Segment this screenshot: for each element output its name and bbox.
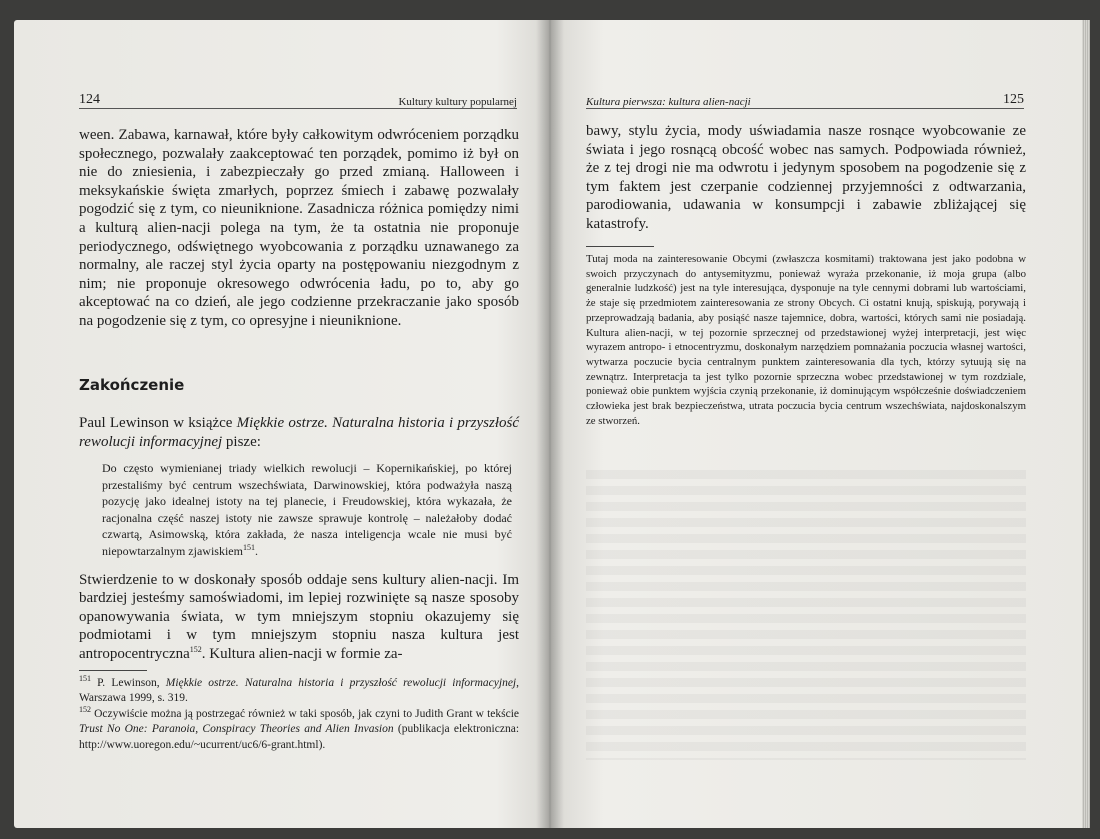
left-page [14, 20, 546, 828]
conclusion-text-end: . Kultura alien-nacji w formie za- [201, 645, 403, 662]
conclusion-text: Stwierdzenie to w doskonały sposób oddaje sens kultury alien-nacji. Im bardziej jesteśmy samoświadomi, im lepiej rozwinięte są nasze sposoby opanowywania świata, w tym mniejszym stopniu okazujemy się podmiotami i w tym mniejszym stopniu nasza kultura jest antropocentryczna [79, 572, 519, 662]
right-running-header [586, 88, 1024, 109]
lead-text: Paul Lewinson w książce [79, 415, 237, 431]
block-quote: Do często wymienianej triady wielkich rewolucji – Kopernikańskiej, po której przestaliśmy być centrum wszechświata, Darwinowskiej, która podważyła naszą pozycję jako idealnej istoty na tej planecie, i Freudowskiej, która wykazała, że racjonalna część naszej istoty nie zawsze sprawuje kontrolę – należałoby dodać czwartą, Asimowską, która zakłada, że nasza inteligencja wcale nie musi być niepowtarzalnym zjawiskiem$^{151}$. [102, 461, 512, 558]
footnote-rule [79, 670, 147, 671]
lead-text-end: pisze: [222, 433, 261, 450]
footnotes [79, 676, 519, 753]
page-edges [1082, 20, 1090, 828]
body-paragraph: ween. Zabawa, karnawał, które były całkowitym odwróceniem porządku społecznego, pozwalały zaakceptować ten porządek, pomimo iż był on nie do zniesienia, i zabezpieczały go przed zmianą. Halloween i meksykańskie święta zmarłych, poprzez śmiech i zabawę pozwalały pogodzić się z tym, co nieuniknione. Zasadnicza różnica pomiędzy nimi a kulturą alien-nacji polega na tym, że ta ostatnia nie proponuje periodycznego, odświętnego wyobcowania z porządku uznawanego za normalny, ale raczej styl życia oparty na postępowaniu niezgodnym z nim; nie proponuje okresowego odwrócenia ładu, po to, aby go akceptować na co dzień, ale jego codzienne przekraczanie jako sposób na pogodzenie się z tym, co opresyjne i nieuniknione. [79, 127, 519, 329]
footnote-152: $^{152}$ Oczywiście można ją postrzegać również w taki sposób, jak czyni to Judith Grant w tekście Trust No One: Paranoia, Conspiracy Theories and Alien Invasion (publikacja elektroniczna: http://www.uoregon.edu/~ucurrent/uc6/6-grant.html). [79, 704, 520, 751]
footnote-ref-152: 152 [189, 644, 202, 654]
running-title: Kultura pierwsza: kultura alien-nacji [586, 96, 751, 108]
footnote-rule [586, 246, 654, 247]
lead-paragraph [79, 414, 519, 451]
page-number: 124 [79, 92, 100, 107]
page-number: 125 [1003, 92, 1024, 107]
footnote: Tutaj moda na zainteresowanie Obcymi (zwłaszcza kosmitami) traktowana jest jako podobna w swoich przyczynach do antysemityzmu, ponieważ wyraża przekonanie, iż moja grupa (albo generalnie ludzkość) jest na tyle interesująca, dysponuje na tyle cennymi dobrami lub wartościami, że staje się przedmiotem zainteresowania ze strony Obcych. Ci ostatni knują, spiskują, porywają i przeprowadzają badania, aby posiąść nasze tajemnice, dobra, wartości, których sami nie posiadają. Kultura alien-nacji, w tej pozornie sprzecznej od przedstawionej wyżej interpretacji, jest więc wyrazem antropo- i etnocentryzmu, doskonałym narzędziem pomnażania poczucia własnej wartości, wytwarza poczucie bycia centralnym punktem zainteresowania dla tych, którzy sytuują się na zewnątrz. Interpretacja ta jest tylko pozornie sprzeczna wobec przedstawionej w tym rozdziale, ponieważ obie punktem wyjścia czynią przekonanie, iż dominującym współcześnie doświadczeniem człowieka jest brak bezpieczeństwa, utrata poczucia bycia centrum wszechświata, najdoskonalszym ze stworzeń. [586, 253, 1026, 427]
footnote-ref-151: 151 [242, 542, 255, 552]
body-paragraph: bawy, stylu życia, mody uświadamia nasze rosnące wyobcowanie ze świata i jego rosnącą obcość wobec nas samych. Podpowiada również, że z tej drogi nie ma odwrotu i jedynym sposobem na pogodzenie się z tym faktem jest czerpanie codziennej przyjemności z odtwarzania, parodiowania, udawania w konsumpcji i zabawie zbliżającej się katastrofy. [586, 123, 1026, 232]
right-page [554, 20, 1086, 828]
book-title: Miękkie ostrze. Naturalna historia i przyszłość rewolucji informacyjnej [79, 415, 519, 450]
bleed-through-text [586, 470, 1026, 760]
footnote-151: $^{151}$ P. Lewinson, Miękkie ostrze. Naturalna historia i przyszłość rewolucji informacyjnej, Warszawa 1999, s. 319. [79, 674, 519, 705]
quote-text: Do często wymienianej triady wielkich rewolucji – Kopernikańskiej, po której przestaliśmy być centrum wszechświata, Darwinowskiej, która podważyła naszą pozycję jako idealnej istoty na tej planecie, i Freudowskiej, która wykazała, że racjonalna część naszej istoty nie zawsze sprawuje kontrolę – należałoby dodać czwartą, Asimowską, która zakłada, że nasza inteligencja wcale nie musi być niepowtarzalnym zjawiskiem [102, 461, 512, 558]
conclusion-paragraph [79, 571, 519, 663]
running-title: Kultury kultury popularnej [398, 96, 517, 108]
section-heading: Zakończenie [79, 376, 185, 394]
left-running-header [79, 88, 517, 109]
